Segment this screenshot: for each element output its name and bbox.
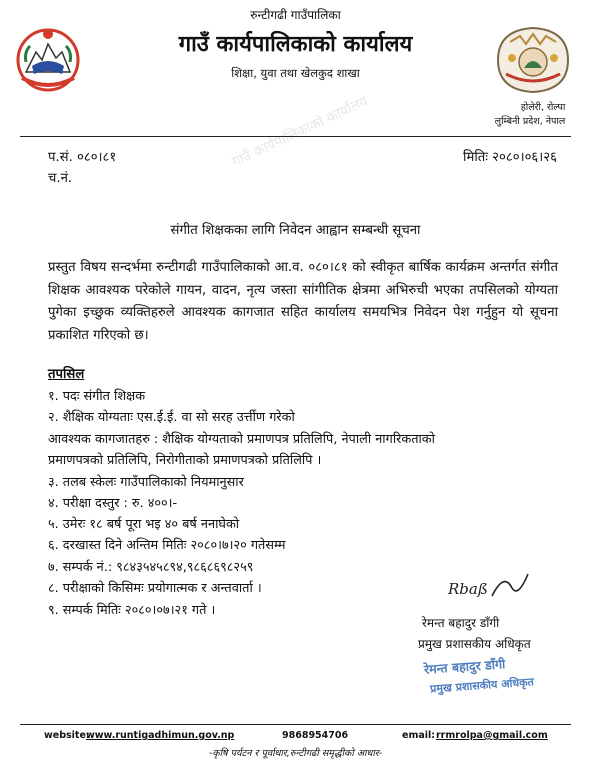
list-item: आवश्यक कागजातहरु : शैक्षिक योग्यताको प्रमाणपत्र प्रतिलिपि, नेपाली नागरिकताको [48, 432, 435, 447]
signatory-name: रेमन्त बहादुर डाँगी [422, 616, 500, 630]
list-item: ७. सम्पर्क नं.: ९८४३५४५८९४,९८६८६९८२५९ [48, 560, 254, 575]
address-line-1: होलेरी, रोल्पा [520, 102, 566, 113]
stamp-title: प्रमुख प्रशासकीय अधिकृत [429, 675, 535, 696]
footer-rule [20, 724, 571, 725]
tapsil-heading: तपसिल [48, 367, 85, 382]
email-link[interactable]: rrmrolpa@gmail.com [436, 730, 548, 741]
stamp-name: रेमन्त बहादुर डाँगी [423, 656, 506, 677]
office-title: गाउँ कार्यपालिकाको कार्यालय [178, 32, 413, 57]
letter-date: मितिः २०८०।०६।२६ [463, 150, 557, 165]
list-item: ९. सम्पर्क मितिः २०८०।०७।२१ गते । [48, 603, 216, 618]
dispatch-number: च.नं. [48, 171, 73, 186]
notice-paragraph: प्रस्तुत विषय सन्दर्भमा रुन्टीगढी गाउँपालिकाको आ.व. ०८०।८१ को स्वीकृत बार्षिक कार्यक्रम अन्तर्गत संगीत शिक्षक आवश्यक परेकोले गायन, वादन, नृत्य जस्ता सांगीतिक क्षेत्रमा अभिरुची भएका तपसिलको योग्यता पुगेका इच्छुक व्यक्तिहरुले आवश्यक कागजात सहित कार्यालय समयभित्र निवेदन पेश गर्नुहुन यो सूचना प्रकाशित गरिएको छ। [48, 260, 558, 343]
municipality-name: रुन्टीगढी गाउँपालिका [250, 8, 341, 22]
list-item: ५. उमेरः १८ बर्ष पूरा भइ ४० बर्ष ननाघेको [48, 517, 240, 532]
list-item: ३. तलब स्केलः गाउँपालिकाको नियमानुसार [48, 475, 244, 490]
list-item: ४. परीक्षा दस्तुर : रु. ४००।- [48, 496, 178, 511]
signature-initials: Rbaß [448, 580, 488, 598]
header-rule [20, 136, 571, 137]
signature-scribble [490, 570, 530, 600]
list-item: ८. परीक्षाको किसिमः प्रयोगात्मक र अन्तवार्ता । [48, 581, 262, 596]
footer-slogan: -कृषि पर्यटन र पूर्वाधार,रुन्टीगढी समृद्धीको आधार- [208, 748, 383, 759]
list-item: २. शैक्षिक योग्यताः एस.ई.ई. वा सो सरह उर्त्तीण गरेको [48, 410, 295, 425]
notice-subject: संगीत शिक्षकका लागि निवेदन आह्वान सम्बन्धी सूचना [170, 223, 421, 238]
address-line-2: लुम्बिनी प्रदेश, नेपाल [494, 116, 566, 127]
reference-number: प.सं. ०८०।८१ [48, 150, 117, 165]
email-label: email: [402, 730, 436, 741]
list-item: ६. दरखास्त दिने अन्तिम मितिः २०८०।७।२० गतेसम्म [48, 538, 286, 553]
website-label: website: [44, 730, 90, 741]
watermark: गाउँ कार्यपालिकाको कार्यालय [229, 93, 371, 171]
branch-name: शिक्षा, युवा तथा खेलकुद शाखा [231, 66, 360, 80]
website-link[interactable]: www.runtigadhimun.gov.np [86, 730, 235, 741]
list-item: १. पदः संगीत शिक्षक [48, 389, 146, 404]
phone-number: 9868954706 [282, 730, 349, 741]
signatory-title: प्रमुख प्रशासकीय अधिकृत [418, 637, 531, 651]
list-item: प्रमाणपत्रको प्रतिलिपि, निरोगीताको प्रमाणपत्रको प्रतिलिपि । [48, 453, 322, 468]
